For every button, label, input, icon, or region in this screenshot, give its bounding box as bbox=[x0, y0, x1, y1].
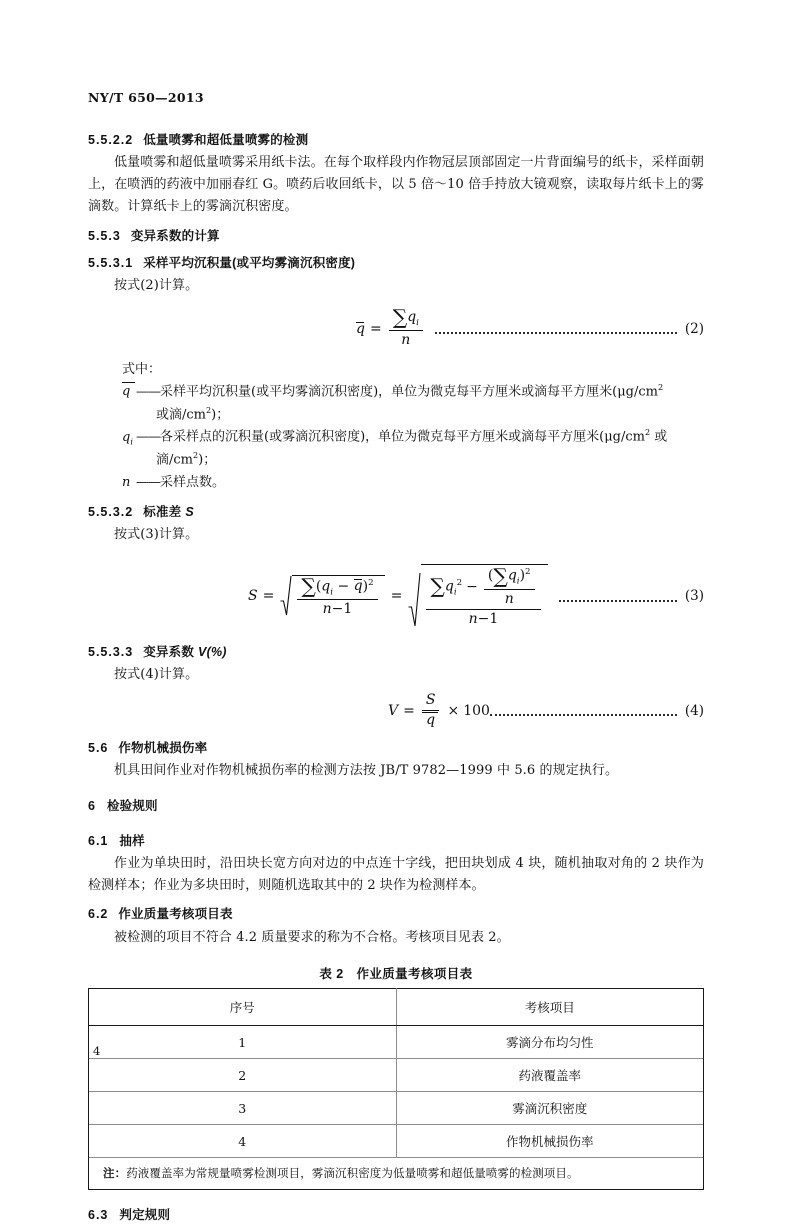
definition-superscript: 2 bbox=[644, 428, 651, 438]
table-2-wrapper bbox=[88, 988, 704, 1190]
definition-text: 各采样点的沉积量(或雾滴沉积密度)，单位为微克每平方厘米或滴每平方厘米(μg/cm bbox=[160, 429, 645, 445]
continuation-text: 或滴/cm bbox=[156, 407, 206, 423]
radicand bbox=[421, 564, 547, 628]
paragraph-5-5-3-2: 按式(3)计算。 bbox=[114, 527, 199, 543]
formula-2-fraction bbox=[389, 304, 423, 349]
left-fraction bbox=[297, 574, 377, 619]
table-row bbox=[89, 1059, 703, 1092]
inner-numerator: $(\sum q_i)^2$ bbox=[484, 567, 535, 589]
document-header bbox=[88, 90, 704, 105]
formula-3-expression bbox=[248, 564, 549, 628]
formula-4-expression bbox=[388, 692, 490, 730]
formula-2-lhs: q bbox=[356, 320, 365, 337]
definition-q-bar bbox=[88, 381, 704, 426]
definition-text: 采样点数。 bbox=[160, 474, 226, 490]
definition-q-i bbox=[88, 426, 704, 471]
heading-5-5-3-2 bbox=[88, 503, 704, 521]
clause-number: 5.5.3.2 bbox=[88, 505, 134, 520]
minus-sign: − bbox=[466, 578, 478, 595]
equals-sign-1: = bbox=[262, 588, 275, 605]
table-2-caption: 表 2 作业质量考核项目表 bbox=[319, 967, 473, 982]
symbol-q-bar: q bbox=[122, 381, 136, 403]
continuation-superscript: 2 bbox=[193, 451, 199, 461]
left-denominator: n−1 bbox=[322, 600, 353, 617]
inner-fraction bbox=[484, 563, 535, 608]
left-numerator: $\sum(q_i - q)^2$ bbox=[297, 578, 377, 600]
heading-5-6 bbox=[88, 739, 704, 757]
dot-leader bbox=[490, 705, 677, 716]
equals-sign: = bbox=[403, 702, 415, 719]
clause-number: 6.2 bbox=[88, 907, 109, 922]
times-sign: × bbox=[447, 702, 460, 719]
symbol-n: n bbox=[122, 474, 131, 490]
right-denominator: n−1 bbox=[468, 611, 499, 628]
var-q: q bbox=[321, 578, 331, 595]
formula-4-fraction bbox=[422, 692, 440, 730]
paragraph-6-1: 作业为单块田时，沿田块长宽方向对边的中点连十字线，把田块划成 4 块，随机抽取对角的 2 块作为检测样本；作业为多块田时，则随机选取其中的 2 块作为检测样本。 bbox=[88, 855, 704, 893]
table-row bbox=[89, 1026, 703, 1059]
formula-4-numerator: S bbox=[422, 692, 440, 712]
cell-index: 4 bbox=[89, 1125, 396, 1158]
dot-leader bbox=[435, 324, 677, 335]
symbol-definition-list bbox=[88, 381, 704, 494]
sum-q-squared: $\sum q_i^2$ bbox=[430, 574, 463, 598]
cell-item: 作物机械损伤率 bbox=[396, 1125, 703, 1158]
clause-title: 抽样 bbox=[119, 833, 145, 848]
numerator-variable: q bbox=[407, 308, 417, 325]
exponent: 2 bbox=[368, 577, 374, 588]
page-number: 4 bbox=[93, 1044, 101, 1058]
continuation-superscript: 2 bbox=[206, 405, 212, 415]
column-header-item: 考核项目 bbox=[396, 989, 703, 1026]
definition-superscript: 2 bbox=[657, 383, 664, 393]
continuation-tail: )； bbox=[198, 452, 217, 468]
clause-title: 检验规则 bbox=[106, 799, 158, 814]
clause-title: 判定规则 bbox=[119, 1208, 171, 1223]
formula-2-denominator: n bbox=[401, 331, 411, 348]
clause-number: 5.5.3 bbox=[88, 228, 121, 243]
formula-2 bbox=[88, 304, 704, 349]
dot-leader bbox=[559, 591, 677, 602]
heading-5-5-3-1 bbox=[88, 254, 704, 272]
paragraph-5-5-2-2: 低量喷雾和超低量喷雾采用纸卡法。在每个取样段内作物冠层顶部固定一片背面编号的纸卡，采样面朝上，在喷洒的药液中加丽春红 G。喷药后收回纸卡，以 5 倍～10 倍手持放大镜观察，读取每片纸卡上的雾滴数。计算纸卡上的雾滴沉积密度。 bbox=[88, 155, 704, 214]
clause-title: 变异系数 bbox=[143, 644, 195, 659]
var-subscript: i bbox=[330, 586, 334, 597]
heading-5-5-3-3 bbox=[88, 643, 704, 661]
continuation-tail: )； bbox=[211, 407, 230, 423]
clause-number: 6 bbox=[88, 799, 96, 814]
formula-2-expression bbox=[356, 304, 425, 349]
formula-4 bbox=[88, 692, 704, 730]
clause-title: 变异系数的计算 bbox=[130, 228, 220, 243]
table-2 bbox=[89, 988, 703, 1189]
cell-item: 雾滴沉积密度 bbox=[396, 1092, 703, 1125]
paragraph-5-6: 机具田间作业对作物机械损伤率的检测方法按 JB/T 9782—1999 中 5.6 的规定执行。 bbox=[114, 762, 619, 778]
table-row bbox=[89, 1125, 703, 1158]
clause-number: 6.3 bbox=[88, 1208, 109, 1223]
definition-continuation bbox=[122, 404, 704, 427]
cell-item: 药液覆盖率 bbox=[396, 1059, 703, 1092]
formula-4-number: (4) bbox=[684, 702, 704, 719]
formula-3-number: (3) bbox=[684, 588, 704, 605]
sum-symbol: ∑ bbox=[392, 304, 408, 329]
definition-continuation bbox=[122, 449, 704, 472]
clause-title: 低量喷雾和超低量喷雾的检测 bbox=[143, 133, 309, 147]
heading-6-2 bbox=[88, 905, 704, 923]
table-header-row bbox=[89, 989, 703, 1026]
continuation-text: 滴/cm bbox=[156, 452, 193, 468]
clause-title-symbol: V(%) bbox=[198, 644, 227, 659]
heading-6-3 bbox=[88, 1206, 704, 1224]
note-label: 注： bbox=[103, 1166, 127, 1181]
cell-item: 雾滴分布均匀性 bbox=[396, 1026, 703, 1059]
heading-6-1 bbox=[88, 832, 704, 850]
equals-sign: = bbox=[369, 320, 382, 337]
definition-n bbox=[88, 472, 704, 494]
heading-5-5-3 bbox=[88, 227, 704, 245]
equals-sign-2: = bbox=[390, 588, 403, 605]
radical-sign bbox=[280, 575, 292, 619]
em-dash: —— bbox=[136, 384, 160, 400]
clause-number: 6.1 bbox=[88, 833, 109, 848]
clause-number: 5.6 bbox=[88, 740, 109, 755]
heading-5-5-2-2 bbox=[88, 131, 704, 149]
formula-2-numerator bbox=[389, 304, 423, 331]
em-dash: —— bbox=[136, 474, 160, 490]
definition-text-tail: 或 bbox=[650, 429, 668, 445]
right-numerator bbox=[426, 563, 540, 610]
cell-index: 2 bbox=[89, 1059, 396, 1092]
numerator-subscript: i bbox=[416, 317, 419, 328]
clause-title: 作业质量考核项目表 bbox=[118, 907, 233, 922]
right-fraction bbox=[426, 563, 540, 628]
formula-2-number: (2) bbox=[684, 320, 704, 337]
radicand bbox=[292, 575, 384, 619]
paragraph-5-5-3-1: 按式(2)计算。 bbox=[114, 277, 199, 293]
standard-number: NY/T 650—2013 bbox=[88, 90, 204, 105]
var-q-bar: q bbox=[353, 578, 363, 595]
formula-3-radical-left bbox=[280, 575, 384, 619]
clause-number: 5.5.2.2 bbox=[88, 133, 134, 147]
table-note-cell bbox=[89, 1158, 703, 1190]
formula-4-factor: 100 bbox=[463, 702, 490, 719]
symbol-base: q bbox=[122, 429, 131, 445]
clause-title-symbol: S bbox=[185, 505, 194, 520]
symbol-q-i bbox=[122, 427, 136, 449]
definition-text: 采样平均沉积量(或平均雾滴沉积密度)，单位为微克每平方厘米或滴每平方厘米(μg/cm bbox=[160, 384, 658, 400]
cell-index: 3 bbox=[89, 1092, 396, 1125]
inner-denominator: n bbox=[504, 590, 514, 607]
clause-title: 标准差 bbox=[143, 505, 182, 520]
formula-3-lhs: S bbox=[248, 588, 258, 605]
symbol-subscript: i bbox=[130, 437, 133, 447]
table-note-row bbox=[89, 1158, 703, 1190]
radical-sign bbox=[408, 564, 421, 628]
clause-title: 作物机械损伤率 bbox=[118, 740, 208, 755]
paragraph-5-5-3-3: 按式(4)计算。 bbox=[114, 666, 199, 682]
em-dash: —— bbox=[136, 429, 160, 445]
formula-4-lhs: V bbox=[388, 702, 399, 719]
formula-3-radical-right bbox=[408, 564, 547, 628]
clause-title: 采样平均沉积量(或平均雾滴沉积密度) bbox=[143, 255, 356, 270]
clause-number: 5.5.3.1 bbox=[88, 255, 134, 270]
page-content bbox=[88, 90, 704, 1227]
column-header-index: 序号 bbox=[89, 989, 396, 1026]
cell-index: 1 bbox=[89, 1026, 396, 1059]
where-label: 式中： bbox=[122, 362, 162, 378]
sum-symbol: ∑ bbox=[301, 574, 316, 598]
formula-4-denominator: q bbox=[422, 711, 439, 730]
clause-number: 5.5.3.3 bbox=[88, 644, 134, 659]
formula-3 bbox=[88, 564, 704, 628]
table-row bbox=[89, 1092, 703, 1125]
heading-6 bbox=[88, 797, 704, 815]
note-text: 药液覆盖率为常规量喷雾检测项目，雾滴沉积密度为低量喷雾和超低量喷雾的检测项目。 bbox=[126, 1166, 579, 1181]
paragraph-6-2: 被检测的项目不符合 4.2 质量要求的称为不合格。考核项目见表 2。 bbox=[114, 929, 510, 945]
